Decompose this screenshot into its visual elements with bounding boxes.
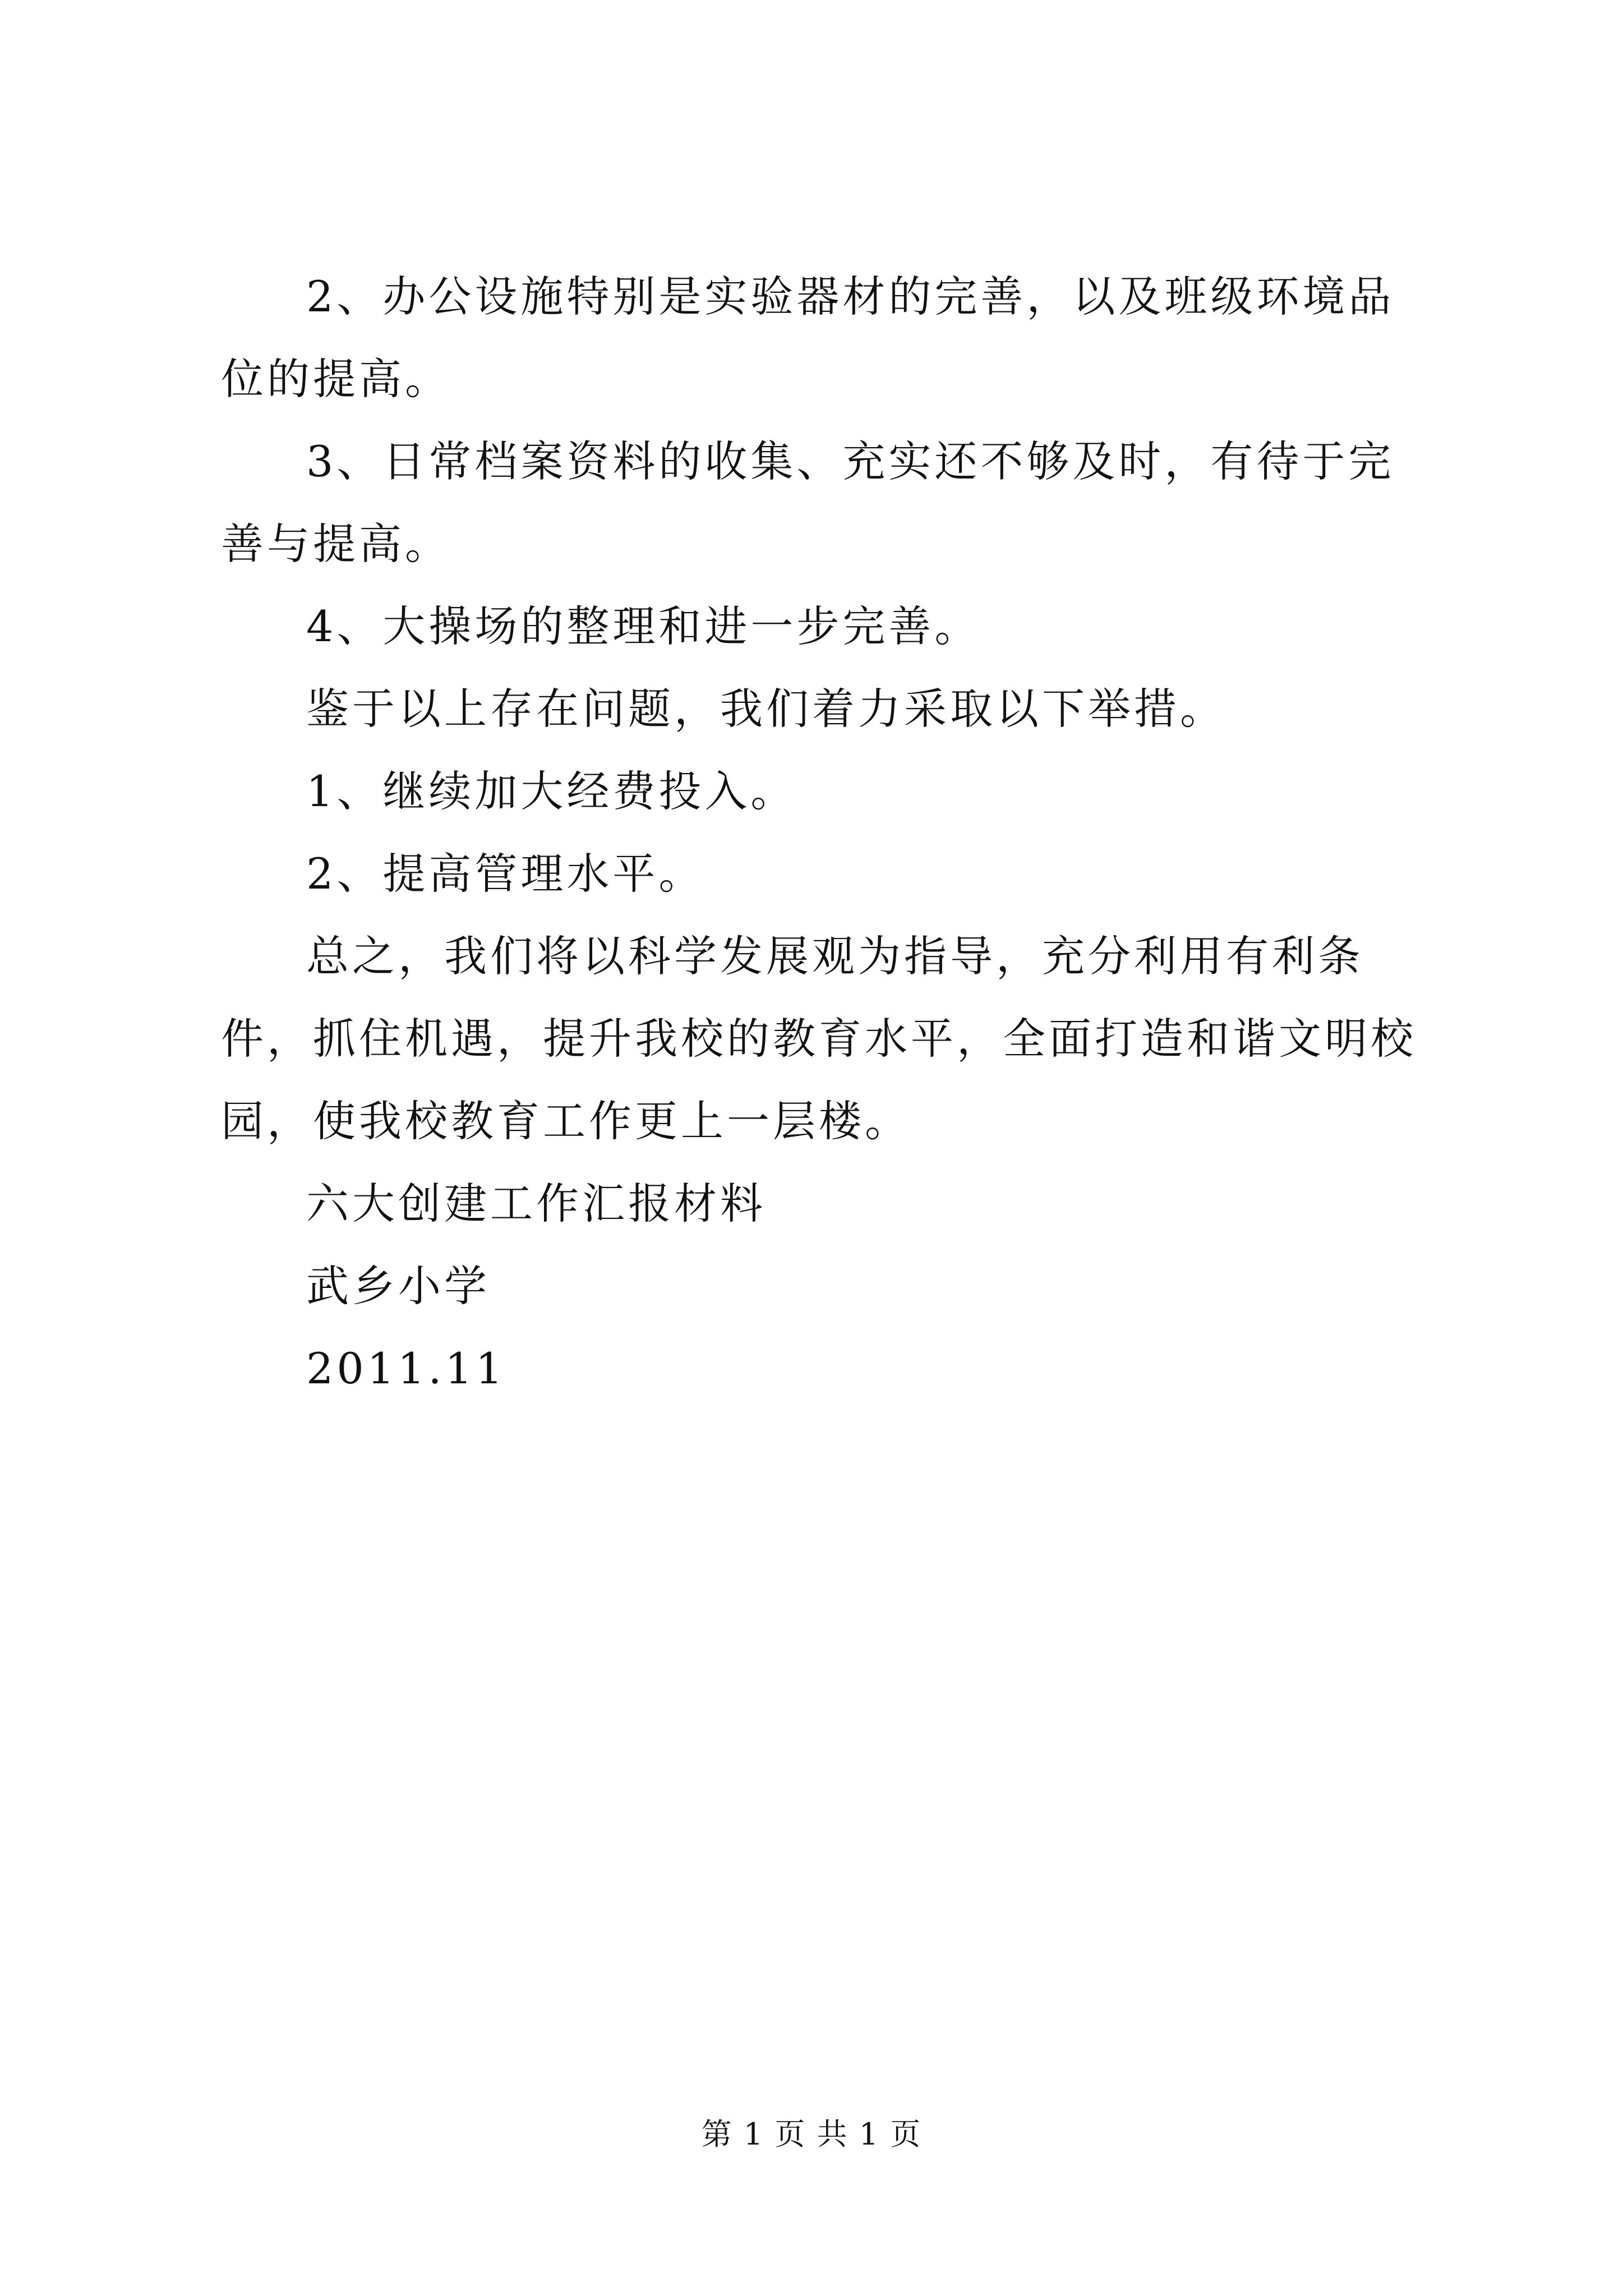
paragraph-conclusion: 总之，我们将以科学发展观为指导，充分利用有利条件，抓住机遇，提升我校的教育水平，全面打造和谐文明校园，使我校教育工作更上一层楼。 — [221, 931, 1417, 1146]
document-title-line: 六大创建工作汇报材料 — [306, 1179, 766, 1228]
paragraph-issue-3: 3、日常档案资料的收集、充实还不够及时，有待于完善与提高。 — [221, 436, 1395, 569]
paragraph-issue-4: 4、大操场的整理和进一步完善。 — [306, 601, 981, 651]
school-name: 武乡小学 — [306, 1261, 490, 1311]
paragraph-measures-intro: 鉴于以上存在问题，我们着力采取以下举措。 — [306, 684, 1226, 734]
page-footer: 第 1 页 共 1 页 — [701, 2116, 922, 2152]
paragraph-measure-2: 2、提高管理水平。 — [306, 849, 705, 899]
document-body — [221, 255, 1427, 1410]
paragraph-issue-2: 2、办公设施特别是实验器材的完善，以及班级环境品位的提高。 — [221, 272, 1395, 404]
paragraph-measure-1: 1、继续加大经费投入。 — [306, 766, 797, 816]
document-date: 2011.11 — [306, 1343, 506, 1393]
